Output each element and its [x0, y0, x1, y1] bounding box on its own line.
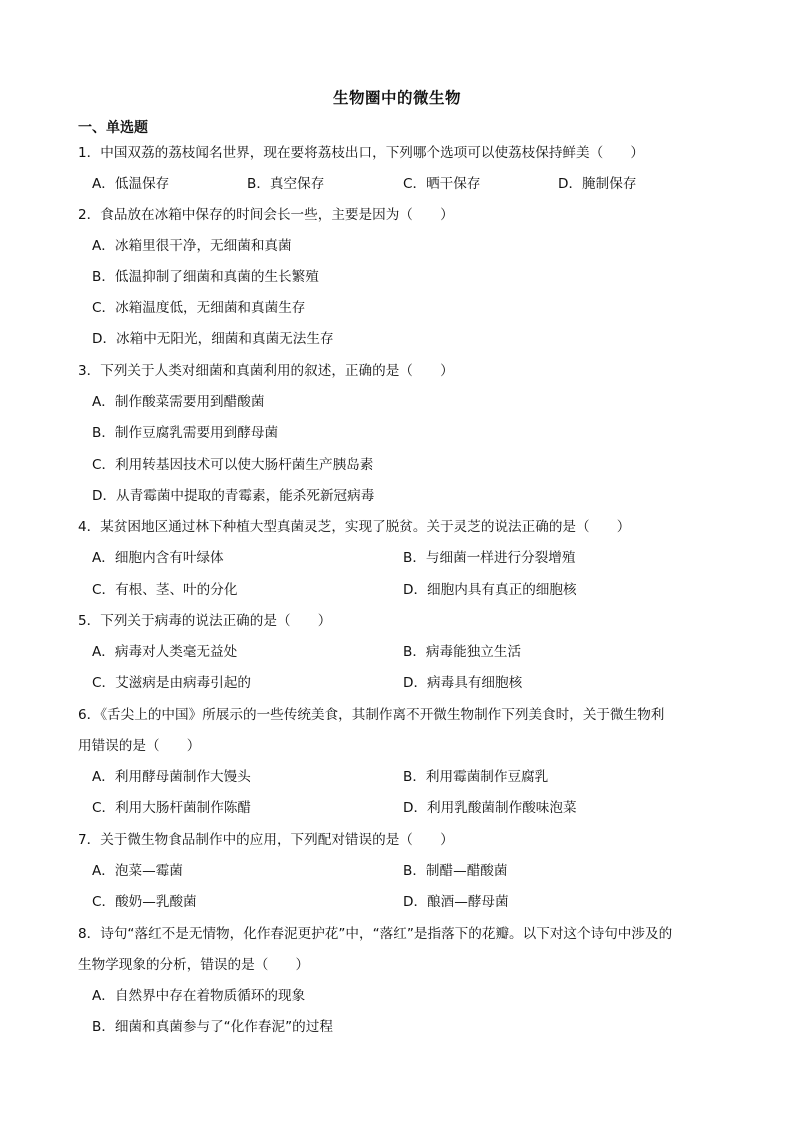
q6-option-b: B．利用霉菌制作豆腐乳	[403, 769, 549, 785]
q1-option-a: A．低温保存	[92, 176, 170, 192]
q7-option-d: D．酿酒—酵母菌	[403, 894, 509, 910]
q2-option-c: C．冰箱温度低，无细菌和真菌生存	[92, 300, 306, 316]
q8-option-a: A．自然界中存在着物质循环的现象	[92, 988, 306, 1004]
q4-option-d: D．细胞内具有真正的细胞核	[403, 582, 577, 598]
question-6-stem-line-1: 6．《舌尖上的中国》所展示的一些传统美食，其制作离不开微生物制作下列美食时，关于微生物利	[78, 707, 665, 723]
question-8-stem-line-2: 生物学现象的分析，错误的是（ ）	[78, 957, 310, 973]
section-heading: 一、单选题	[78, 120, 148, 136]
question-1-stem: 1．中国双荔的荔枝闻名世界，现在要将荔枝出口，下列哪个选项可以使荔枝保持鲜美（ ）	[78, 145, 644, 161]
q1-option-d: D．腌制保存	[558, 176, 637, 192]
q2-option-b: B．低温抑制了细菌和真菌的生长繁殖	[92, 269, 319, 285]
q2-option-a: A．冰箱里很干净，无细菌和真菌	[92, 238, 292, 254]
q5-option-a: A．病毒对人类毫无益处	[92, 644, 238, 660]
q7-option-c: C．酸奶—乳酸菌	[92, 894, 197, 910]
q2-option-d: D．冰箱中无阳光，细菌和真菌无法生存	[92, 331, 334, 347]
q5-option-b: B．病毒能独立生活	[403, 644, 522, 660]
question-7-stem: 7．关于微生物食品制作中的应用，下列配对错误的是（ ）	[78, 832, 454, 848]
question-3-stem: 3．下列关于人类对细菌和真菌利用的叙述，正确的是（ ）	[78, 363, 454, 379]
q8-option-b: B．细菌和真菌参与了“化作春泥”的过程	[92, 1019, 333, 1035]
q3-option-c: C．利用转基因技术可以使大肠杆菌生产胰岛素	[92, 457, 374, 473]
page-title: 生物圈中的微生物	[332, 89, 461, 107]
question-5-stem: 5．下列关于病毒的说法正确的是（ ）	[78, 613, 332, 629]
q6-option-c: C．利用大肠杆菌制作陈醋	[92, 800, 252, 816]
question-2-stem: 2．食品放在冰箱中保存的时间会长一些，主要是因为（ ）	[78, 207, 454, 223]
q7-option-a: A．泡菜—霉菌	[92, 863, 183, 879]
q4-option-b: B．与细菌一样进行分裂增殖	[403, 550, 576, 566]
q3-option-b: B．制作豆腐乳需要用到酵母菌	[92, 425, 279, 441]
q1-option-c: C．晒干保存	[403, 176, 481, 192]
q5-option-c: C．艾滋病是由病毒引起的	[92, 675, 252, 691]
question-6-stem-line-2: 用错误的是（ ）	[78, 738, 201, 754]
q7-option-b: B．制醋—醋酸菌	[403, 863, 508, 879]
q4-option-c: C．有根、茎、叶的分化	[92, 582, 238, 598]
q4-option-a: A．细胞内含有叶绿体	[92, 550, 224, 566]
q5-option-d: D．病毒具有细胞核	[403, 675, 523, 691]
q6-option-a: A．利用酵母菌制作大馒头	[92, 769, 251, 785]
q6-option-d: D．利用乳酸菌制作酸味泡菜	[403, 800, 577, 816]
q1-option-b: B．真空保存	[247, 176, 325, 192]
q3-option-a: A．制作酸菜需要用到醋酸菌	[92, 394, 265, 410]
question-4-stem: 4．某贫困地区通过林下种植大型真菌灵芝，实现了脱贫。关于灵芝的说法正确的是（ ）	[78, 519, 631, 535]
question-8-stem-line-1: 8．诗句“落红不是无情物，化作春泥更护花”中，“落红”是指落下的花瓣。以下对这个诗句中涉及的	[78, 926, 673, 942]
q3-option-d: D．从青霉菌中提取的青霉素，能杀死新冠病毒	[92, 488, 375, 504]
